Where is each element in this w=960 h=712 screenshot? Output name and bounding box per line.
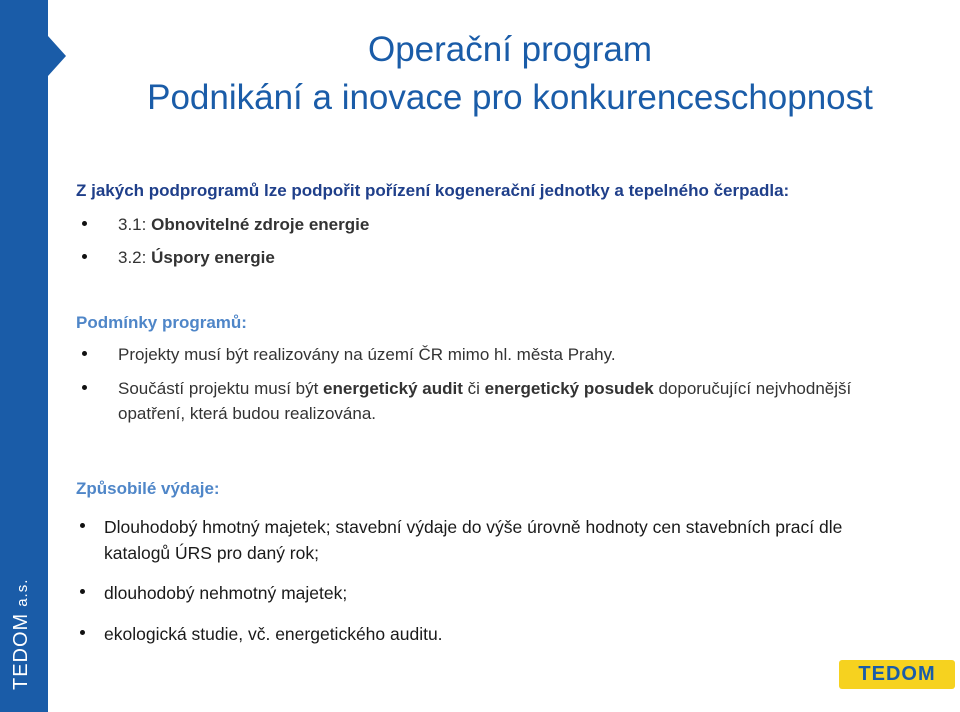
title-line-1: Operační program xyxy=(367,30,653,69)
section1-heading: Z jakých podprogramů lze podpořit pořízení kogenerační jednotky a tepelného čerpadla: xyxy=(76,181,790,200)
bullet-icon xyxy=(82,385,87,390)
section3-heading: Způsobilé výdaje: xyxy=(76,479,220,498)
bullet-icon xyxy=(82,254,87,259)
title-line-2: Podnikání a inovace pro konkurenceschopnost xyxy=(147,78,873,117)
bullet-icon xyxy=(80,589,85,594)
tedom-logo: TEDOM xyxy=(839,660,955,689)
bullet-icon xyxy=(82,221,87,226)
sidebar-arrow-icon xyxy=(48,36,66,76)
bullet-icon xyxy=(80,523,85,528)
sidebar-brand: TEDOMa.s. xyxy=(10,578,32,690)
bullet-icon xyxy=(80,630,85,635)
section2-heading: Podmínky programů: xyxy=(76,313,247,332)
sidebar xyxy=(0,0,48,712)
page-title xyxy=(80,26,940,122)
bullet-icon xyxy=(82,351,87,356)
